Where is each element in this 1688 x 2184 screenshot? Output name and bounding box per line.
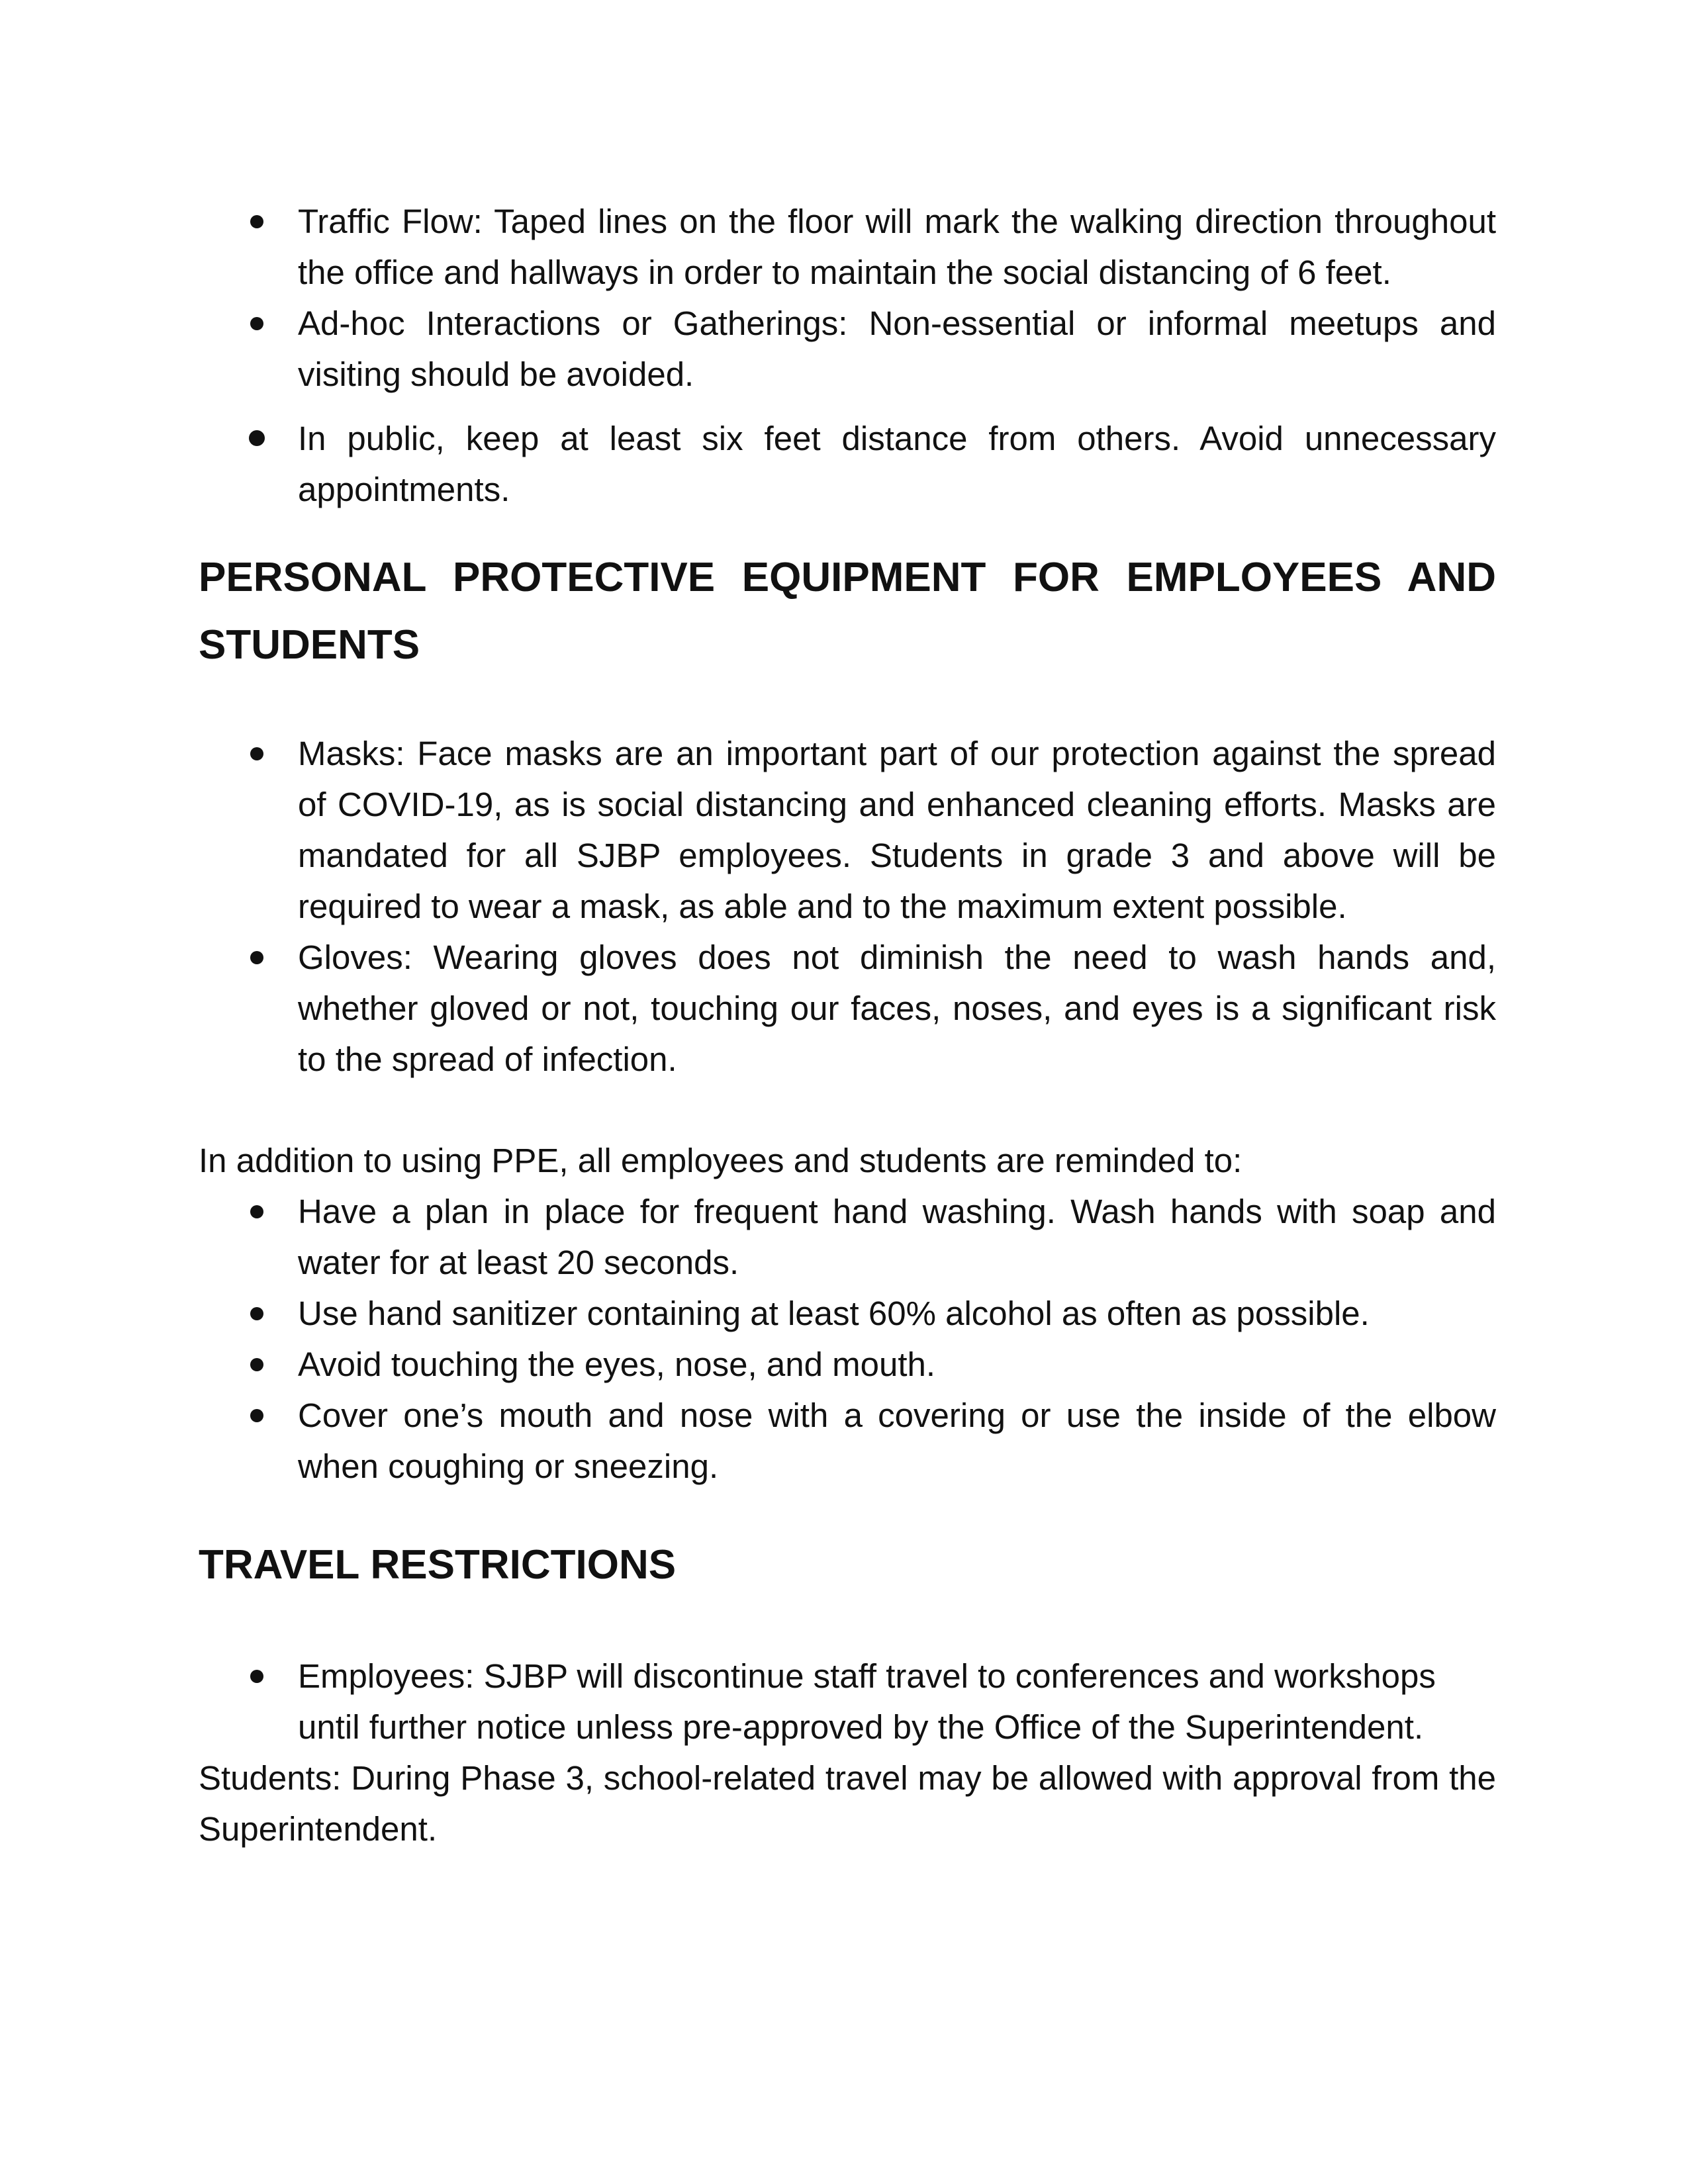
list-item [199,932,1496,1085]
bullet-icon [250,1205,263,1218]
reminder-list [199,1186,1496,1492]
list-item-text: Employees: SJBP will discontinue staff travel to conferences and workshops until further notice unless pre-approved by the Office of the Superintendent. [298,1657,1436,1746]
list-item [199,1390,1496,1492]
bullet-icon [250,747,263,760]
list-item [199,1651,1496,1752]
bullet-icon [250,951,263,964]
ppe-list [199,728,1496,1085]
list-item-text: Cover one’s mouth and nose with a covering or use the inside of the elbow when coughing or sneezing. [298,1396,1496,1485]
list-item-text: Masks: Face masks are an important part of our protection against the spread of COVID-19, as is social distancing and enhanced cleaning efforts. Masks are mandated for all SJBP employees. Students in grade 3 and above will be required to wear a mask, as able and to the maximum extent possible. [298,735,1496,925]
bullet-icon [250,1358,263,1371]
list-item [199,413,1496,515]
list-item-text: Traffic Flow: Taped lines on the floor will mark the walking direction throughout the office and hallways in order to maintain the social distancing of 6 feet. [298,203,1496,291]
list-item-text: Ad-hoc Interactions or Gatherings: Non-essential or informal meetups and visiting should be avoided. [298,304,1496,393]
distancing-list [199,196,1496,515]
students-travel-paragraph: Students: During Phase 3, school-related travel may be allowed with approval from the Superintendent. [199,1759,1496,1848]
bullet-icon [250,215,263,228]
list-item [199,298,1496,400]
bullet-icon [250,1307,263,1320]
list-item [199,1186,1496,1288]
reminder-intro: In addition to using PPE, all employees and students are reminded to: [199,1142,1243,1179]
list-item-text: In public, keep at least six feet distance from others. Avoid unnecessary appointments. [298,420,1496,508]
document-page [199,196,1496,1854]
bullet-icon [250,1670,263,1683]
list-item [199,1288,1496,1339]
bullet-icon [250,317,263,330]
list-item [199,1339,1496,1390]
list-item-text: Have a plan in place for frequent hand washing. Wash hands with soap and water for at least 20 seconds. [298,1193,1496,1281]
list-item [199,196,1496,298]
list-item-text: Use hand sanitizer containing at least 60% alcohol as often as possible. [298,1295,1370,1332]
travel-heading: TRAVEL RESTRICTIONS [199,1542,677,1588]
ppe-heading: PERSONAL PROTECTIVE EQUIPMENT FOR EMPLOYEES AND STUDENTS [199,555,1496,668]
bullet-icon [250,1409,263,1422]
list-item-text: Gloves: Wearing gloves does not diminish the need to wash hands and, whether gloved or not, touching our faces, noses, and eyes is a significant risk to the spread of infection. [298,938,1496,1078]
list-item-text: Avoid touching the eyes, nose, and mouth. [298,1345,936,1383]
travel-list [199,1651,1496,1752]
bullet-icon [249,430,265,446]
list-item [199,728,1496,932]
